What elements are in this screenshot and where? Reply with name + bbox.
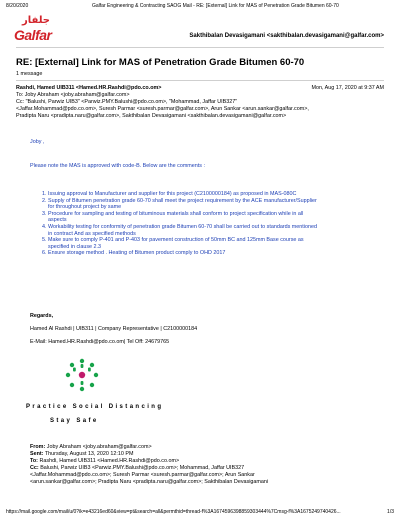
list-item: 2. Supply of Bitumen penetration grade 60-70 shall meet the project requirement by the ACE manufacturer/Supplier for throughout project by same <box>48 198 378 211</box>
galfar-logo <box>14 15 58 49</box>
quoted-cc-3: <arun.sankar@galfar.com>; Pradipta Naru <pradipta.naru@galfar.com>; Sakthibalan Devasigamani <box>30 479 269 485</box>
quoted-header: From: Joby Abraham <joby.abraham@galfar.com> Sent: Thursday, August 13, 2020 12:10 PM To: Rashdi, Hamed UIB311 <Hamed.HR.Rashdi@pdo.co.om> Cc: Balushi, Parwiz UIB3 <Parwiz.PMY.Balushi@pdo.co.om>; Mohammad, Jaffar UIB327 <Jaffar.Mohammad@pdo.co.om>; Suresh Parmar <suresh.parmar@galfar.com>; Arun Sankar <arun.sankar@galfar.com>; Pradipta Naru <pradipta.naru@galfar.com>; Sakthibalan Devasigamani <box>30 444 382 486</box>
print-page: 1/3 <box>387 509 394 515</box>
list-item: 5. Make sure to comply P-401 and P-403 for pavement construction of 50mm BC and 125mm Base course as specified in clause 2.3 <box>48 237 378 250</box>
logo-latin: Galfar <box>14 27 52 43</box>
divider <box>16 47 384 48</box>
signature-name: Hamed Al Rashdi | UIB311 | Company Representative | C2100000184 <box>30 326 198 332</box>
cc-line-1: Cc: "Balushi, Parwiz UIB3" <Parwiz.PMY.Balushi@pdo.co.om>, "Mohammad, Jaffar UIB327" <box>16 99 238 105</box>
message-count: 1 message <box>16 71 43 77</box>
regards: Regards, <box>30 313 54 319</box>
social-distancing-icon <box>64 357 100 393</box>
message-date: Mon, Aug 17, 2020 at 9:37 AM <box>311 85 384 91</box>
list-item: 1. Issuing approval to Manufacturer and supplier for this project (C2100000184) as proposed in MAS-080C <box>48 191 378 198</box>
cc-line-3: Pradipta Naru <pradipta.naru@galfar.com>, Sakthibalan Devasigamani <sakthibalan.devasigamani@galfar.com> <box>16 113 287 119</box>
sender[interactable]: Rashdi, Hamed UIB311 <Hamed.HR.Rashdi@pdo.co.om> <box>16 85 162 91</box>
account-email: Sakthibalan Devasigamani <sakthibalan.devasigamani@galfar.com> <box>189 33 384 39</box>
greeting: Joby , <box>30 139 45 145</box>
quoted-from: Joby Abraham <joby.abraham@galfar.com> <box>46 444 152 450</box>
list-item: 4. Workability testing for conformity of penetration grade Bitumen 60-70 shall be carried out to standards mentioned in contract And as specified methods <box>48 224 378 237</box>
comments-list <box>38 191 378 257</box>
quoted-cc: Balushi, Parwiz UIB3 <Parwiz.PMY.Balushi@pdo.co.om>; Mohammad, Jaffar UIB327 <box>40 465 245 471</box>
print-url: https://mail.google.com/mail/u/0?ik=e43216ed60&view=pt&search=all&permthid=thread-f%3A1674596398859303444%7Cmsg-f%3A1675249740426... <box>6 509 341 515</box>
print-title: Galfar Engineering & Contracting SAOG Mail - RE: [External] Link for MAS of Penetration Grade Bitumen 60-70 <box>92 3 339 9</box>
cc-line-2: <Jaffar.Mohammad@pdo.co.om>, Suresh Parmar <suresh.parmar@galfar.com>, Arun Sankar <arun.sankar@galfar.com>, <box>16 106 309 112</box>
quoted-to: Rashdi, Hamed UIB311 <Hamed.HR.Rashdi@pdo.co.om> <box>39 458 180 464</box>
logo-arabic: جلفار <box>22 15 50 26</box>
divider <box>16 80 384 81</box>
print-date: 8/20/2020 <box>6 3 29 9</box>
signature-contact: E-Mail: Hamed.HR.Rashdi@pdo.co.om| Tel Off: 24679765 <box>30 339 170 345</box>
quoted-cc-2: <Jaffar.Mohammad@pdo.co.om>; Suresh Parmar <suresh.parmar@galfar.com>; Arun Sankar <box>30 472 255 478</box>
intro-text: Please note the MAS is approved with code-B. Below are the comments : <box>30 163 205 169</box>
list-item: 3. Procedure for sampling and testing of bituminous materials shall conform to project specification while in all aspects <box>48 211 378 224</box>
quoted-sent: Thursday, August 13, 2020 12:10 PM <box>44 451 134 457</box>
slogan-line-2: Stay Safe <box>50 418 99 424</box>
email-subject: RE: [External] Link for MAS of Penetration Grade Bitumen 60-70 <box>16 57 305 68</box>
list-item: 6. Ensure storage method . Heating of Bitumen product comply to OHD 2017 <box>48 250 378 257</box>
slogan-line-1: Practice Social Distancing <box>26 404 164 410</box>
to-line: To: Joby Abraham <joby.abraham@galfar.com> <box>16 92 130 98</box>
